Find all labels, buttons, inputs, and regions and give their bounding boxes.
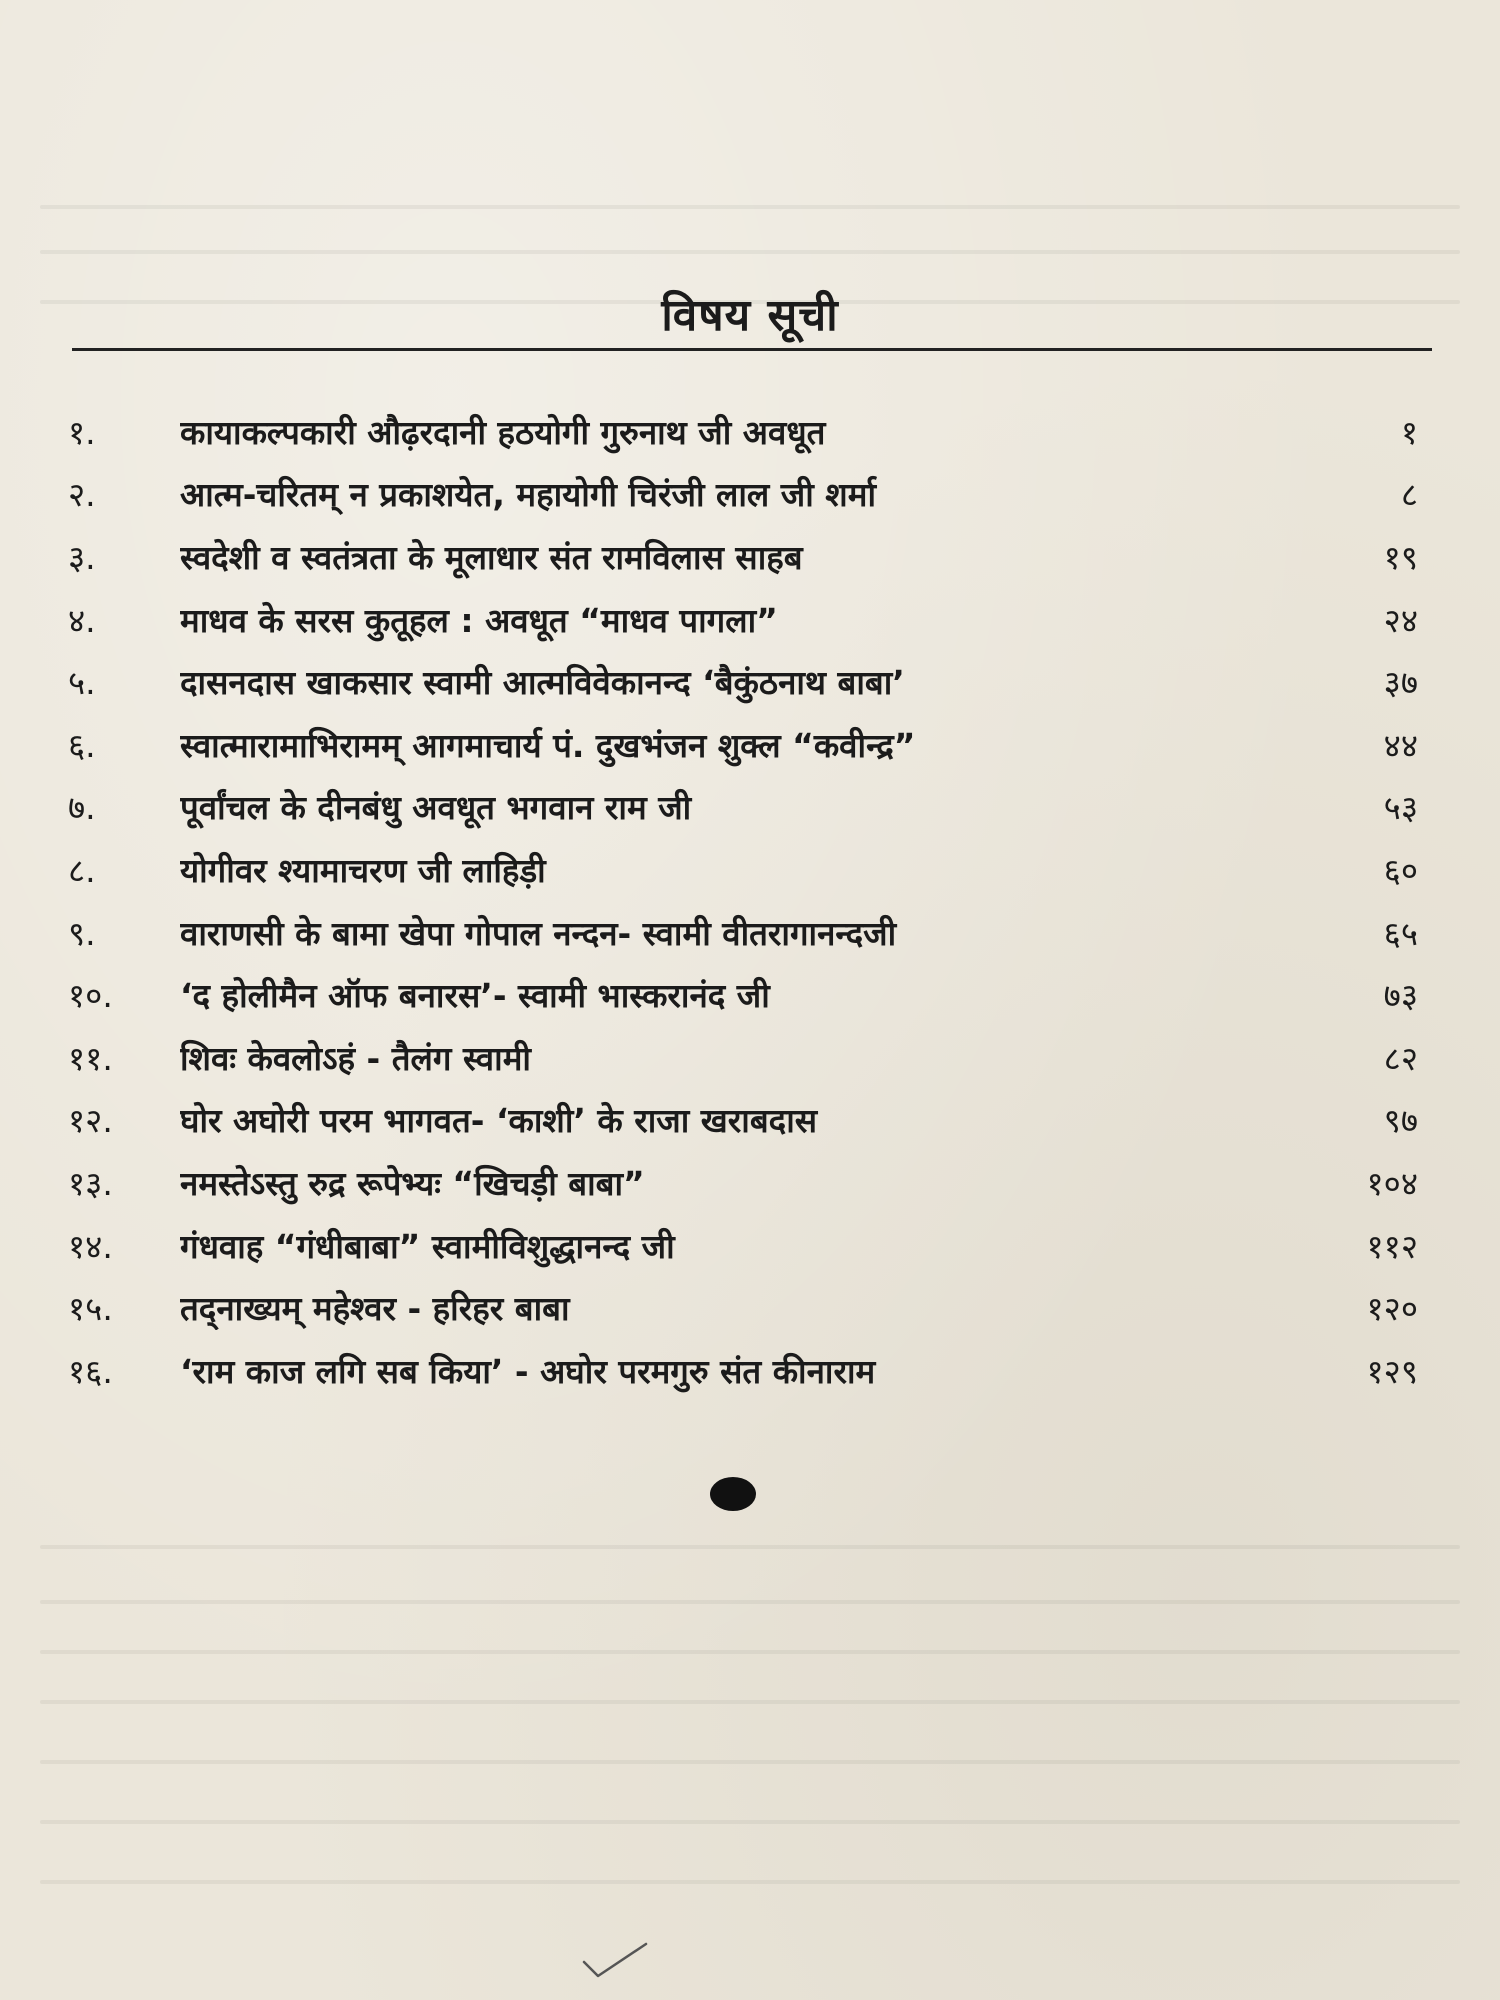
toc-entry-number: १४. [68, 1226, 113, 1266]
toc-entry-number: १०. [68, 976, 113, 1016]
toc-entry-page: ३७ [1383, 663, 1418, 703]
page-title: विषय सूची [661, 290, 839, 341]
toc-entry-title: स्वात्मारामाभिरामम् आगमाचार्य पं. दुखभंजन शुक्ल “कवीन्द्र” [180, 725, 916, 765]
toc-entry-title: ‘राम काज लगि सब किया’ - अघोर परमगुरु संत कीनाराम [180, 1351, 876, 1391]
toc-entry[interactable] [68, 525, 1418, 588]
toc-entry-number: १६. [68, 1351, 113, 1391]
toc-entry[interactable] [68, 1151, 1418, 1214]
toc-entry-number: १२. [68, 1101, 113, 1141]
toc-entry-number: ७. [68, 788, 96, 828]
toc-entry-number: १५. [68, 1289, 113, 1329]
toc-entry-title: वाराणसी के बामा खेपा गोपाल नन्दन- स्वामी वीतरागानन्दजी [180, 913, 897, 953]
toc-entry-page: ११२ [1366, 1226, 1418, 1266]
toc-entry-title: पूर्वांचल के दीनबंधु अवधूत भगवान राम जी [180, 788, 692, 828]
toc-entry-number: ६. [68, 725, 96, 765]
toc-entry-number: २. [68, 475, 96, 515]
title-divider [72, 348, 1432, 351]
toc-entry-page: २४ [1383, 600, 1418, 640]
toc-entry[interactable] [68, 463, 1418, 526]
show-through-line [40, 1650, 1460, 1654]
show-through-line [40, 205, 1460, 209]
toc-entry-title: योगीवर श्यामाचरण जी लाहिड़ी [180, 850, 546, 890]
toc-entry-title: आत्म-चरितम् न प्रकाशयेत, महायोगी चिरंजी लाल जी शर्मा [180, 475, 877, 515]
show-through-line [40, 1820, 1460, 1824]
toc-entry-title: दासनदास खाकसार स्वामी आत्मविवेकानन्द ‘बैकुंठनाथ बाबा’ [180, 663, 905, 703]
toc-entry[interactable] [68, 1026, 1418, 1089]
toc-entry[interactable] [68, 776, 1418, 839]
toc-entry-title: शिवः केवलोऽहं - तैलंग स्वामी [180, 1038, 531, 1078]
pencil-tick-mark [580, 1940, 650, 1980]
toc-entry[interactable] [68, 1276, 1418, 1339]
toc-entry-page: ४४ [1383, 725, 1418, 765]
show-through-line [40, 1760, 1460, 1764]
toc-entry-title: स्वदेशी व स्वतंत्रता के मूलाधार संत रामविलास साहब [180, 537, 803, 577]
toc-entry[interactable] [68, 838, 1418, 901]
toc-entry-page: ८ [1400, 475, 1418, 515]
toc-entry-title: घोर अघोरी परम भागवत- ‘काशी’ के राजा खराबदास [180, 1101, 818, 1141]
toc-entry-page: ७३ [1383, 976, 1418, 1016]
toc-entry-page: १२० [1366, 1289, 1418, 1329]
show-through-line [40, 1880, 1460, 1884]
toc-entry-number: ९. [68, 913, 96, 953]
show-through-line [40, 1545, 1460, 1549]
toc-entry-page: ५३ [1383, 788, 1418, 828]
toc-entry-page: ९७ [1383, 1101, 1418, 1141]
toc-entry-number: १. [68, 412, 96, 452]
show-through-line [40, 250, 1460, 254]
toc-entry-title: तद्नाख्यम् महेश्वर - हरिहर बाबा [180, 1289, 570, 1329]
toc-entry-page: १०४ [1366, 1163, 1418, 1203]
toc-entry-page: १ [1400, 412, 1418, 452]
toc-entry[interactable] [68, 901, 1418, 964]
end-ornament-dot [710, 1477, 756, 1511]
table-of-contents [68, 400, 1418, 1402]
toc-entry-title: नमस्तेऽस्तु रुद्र रूपेभ्यः “खिचड़ी बाबा” [180, 1163, 645, 1203]
toc-entry-page: १९ [1383, 537, 1418, 577]
toc-entry-page: १२९ [1366, 1351, 1418, 1391]
toc-entry-page: ६० [1383, 850, 1418, 890]
toc-entry[interactable] [68, 713, 1418, 776]
toc-entry-number: ५. [68, 663, 96, 703]
toc-entry[interactable] [68, 963, 1418, 1026]
toc-entry-number: ८. [68, 850, 96, 890]
show-through-line [40, 1600, 1460, 1604]
toc-entry-number: ११. [68, 1038, 113, 1078]
toc-entry-number: ३. [68, 537, 96, 577]
toc-entry-title: माधव के सरस कुतूहल : अवधूत “माधव पागला” [180, 600, 778, 640]
toc-entry-title: ‘द होलीमैन ऑफ बनारस’- स्वामी भास्करानंद जी [180, 976, 770, 1016]
toc-entry[interactable] [68, 1339, 1418, 1402]
toc-entry-number: १३. [68, 1163, 113, 1203]
toc-entry[interactable] [68, 1089, 1418, 1152]
toc-entry-number: ४. [68, 600, 96, 640]
show-through-line [40, 1700, 1460, 1704]
toc-entry-title: गंधवाह “गंधीबाबा” स्वामीविशुद्धानन्द जी [180, 1226, 675, 1266]
toc-entry-title: कायाकल्पकारी औढ़रदानी हठयोगी गुरुनाथ जी अवधूत [180, 412, 826, 452]
toc-entry-page: ६५ [1383, 913, 1418, 953]
toc-entry[interactable] [68, 1214, 1418, 1277]
toc-entry[interactable] [68, 650, 1418, 713]
toc-entry[interactable] [68, 588, 1418, 651]
toc-entry[interactable] [68, 400, 1418, 463]
toc-entry-page: ८२ [1383, 1038, 1418, 1078]
